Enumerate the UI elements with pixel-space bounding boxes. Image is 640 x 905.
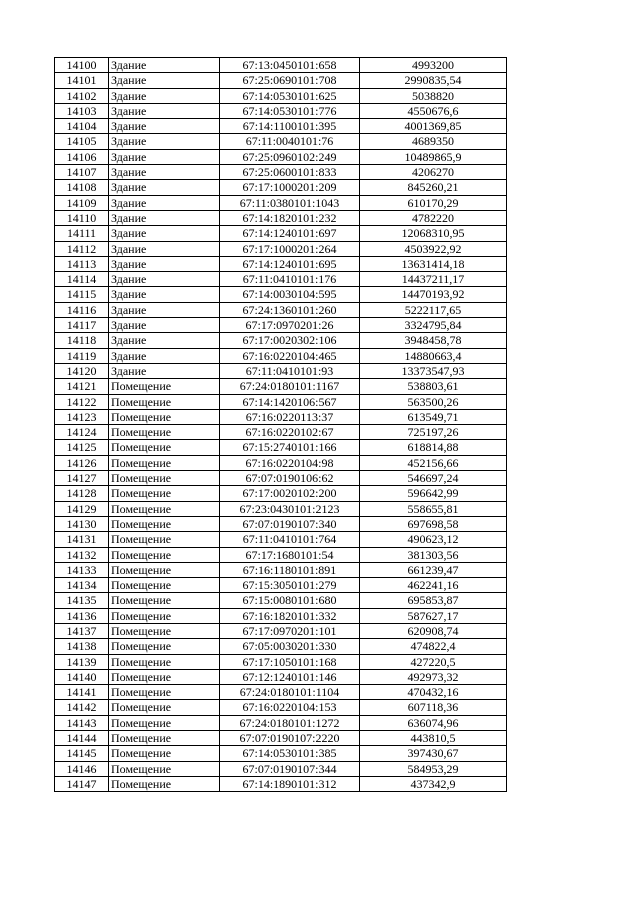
object-type-cell: Помещение [109,425,220,440]
table-row [55,654,507,669]
row-number-cell: 14107 [55,165,109,180]
cadastral-value-cell: 584953,29 [360,761,507,776]
object-type-cell: Здание [109,134,220,149]
row-number-cell: 14147 [55,776,109,791]
row-number-cell: 14131 [55,532,109,547]
cadastral-number-cell: 67:24:1360101:260 [220,302,360,317]
cadastral-value-cell: 620908,74 [360,623,507,638]
table-row [55,623,507,638]
cadastral-value-cell: 695853,87 [360,593,507,608]
table-row [55,58,507,73]
table-row [55,547,507,562]
object-type-cell: Здание [109,119,220,134]
cadastral-number-cell: 67:17:0020102:200 [220,486,360,501]
cadastral-value-cell: 4206270 [360,165,507,180]
table-body [55,58,507,792]
cadastral-value-cell: 397430,67 [360,746,507,761]
row-number-cell: 14113 [55,256,109,271]
cadastral-number-cell: 67:14:1820101:232 [220,210,360,225]
cadastral-number-cell: 67:07:0190107:340 [220,516,360,531]
table-row [55,195,507,210]
row-number-cell: 14103 [55,103,109,118]
table-row [55,210,507,225]
object-type-cell: Помещение [109,532,220,547]
row-number-cell: 14142 [55,700,109,715]
table-row [55,226,507,241]
row-number-cell: 14128 [55,486,109,501]
table-row [55,256,507,271]
cadastral-number-cell: 67:12:1240101:146 [220,669,360,684]
cadastral-number-cell: 67:14:1890101:312 [220,776,360,791]
object-type-cell: Помещение [109,654,220,669]
object-type-cell: Здание [109,88,220,103]
table-row [55,379,507,394]
cadastral-number-cell: 67:24:0180101:1272 [220,715,360,730]
object-type-cell: Помещение [109,669,220,684]
row-number-cell: 14145 [55,746,109,761]
row-number-cell: 14123 [55,409,109,424]
cadastral-number-cell: 67:14:1420106:567 [220,394,360,409]
object-type-cell: Здание [109,318,220,333]
table-row [55,165,507,180]
cadastral-number-cell: 67:17:1680101:54 [220,547,360,562]
table-row [55,119,507,134]
cadastral-value-cell: 3948458,78 [360,333,507,348]
cadastral-number-cell: 67:24:0180101:1167 [220,379,360,394]
object-type-cell: Помещение [109,409,220,424]
cadastral-number-cell: 67:16:0220104:153 [220,700,360,715]
row-number-cell: 14143 [55,715,109,730]
object-type-cell: Помещение [109,608,220,623]
object-type-cell: Помещение [109,516,220,531]
row-number-cell: 14108 [55,180,109,195]
cadastral-number-cell: 67:17:1000201:209 [220,180,360,195]
cadastral-number-cell: 67:16:0220102:67 [220,425,360,440]
cadastral-value-cell: 2990835,54 [360,73,507,88]
object-type-cell: Помещение [109,700,220,715]
cadastral-value-cell: 14880663,4 [360,348,507,363]
cadastral-value-cell: 443810,5 [360,731,507,746]
cadastral-value-cell: 4001369,85 [360,119,507,134]
cadastral-number-cell: 67:16:0220113:37 [220,409,360,424]
cadastral-value-cell: 474822,4 [360,639,507,654]
cadastral-number-cell: 67:15:0080101:680 [220,593,360,608]
object-type-cell: Здание [109,333,220,348]
table-row [55,715,507,730]
table-row [55,272,507,287]
object-type-cell: Здание [109,363,220,378]
row-number-cell: 14114 [55,272,109,287]
cadastral-value-cell: 4550676,6 [360,103,507,118]
cadastral-value-cell: 381303,56 [360,547,507,562]
table-row [55,700,507,715]
row-number-cell: 14132 [55,547,109,562]
row-number-cell: 14110 [55,210,109,225]
cadastral-number-cell: 67:14:0530101:385 [220,746,360,761]
row-number-cell: 14111 [55,226,109,241]
cadastral-number-cell: 67:17:0970201:26 [220,318,360,333]
object-type-cell: Здание [109,73,220,88]
row-number-cell: 14104 [55,119,109,134]
cadastral-value-cell: 596642,99 [360,486,507,501]
cadastral-number-cell: 67:15:3050101:279 [220,578,360,593]
row-number-cell: 14127 [55,471,109,486]
cadastral-value-cell: 697698,58 [360,516,507,531]
table-row [55,516,507,531]
cadastral-number-cell: 67:05:0030201:330 [220,639,360,654]
table-row [55,761,507,776]
table-row [55,562,507,577]
row-number-cell: 14121 [55,379,109,394]
cadastral-number-cell: 67:17:1000201:264 [220,241,360,256]
cadastral-number-cell: 67:14:0530101:625 [220,88,360,103]
cadastral-value-cell: 14470193,92 [360,287,507,302]
cadastral-value-cell: 427220,5 [360,654,507,669]
row-number-cell: 14122 [55,394,109,409]
cadastral-number-cell: 67:24:0180101:1104 [220,685,360,700]
table-row [55,639,507,654]
cadastral-value-cell: 845260,21 [360,180,507,195]
cadastral-value-cell: 538803,61 [360,379,507,394]
object-type-cell: Помещение [109,501,220,516]
object-type-cell: Помещение [109,471,220,486]
row-number-cell: 14136 [55,608,109,623]
table-row [55,776,507,791]
cadastral-value-cell: 470432,16 [360,685,507,700]
table-row [55,593,507,608]
cadastral-value-cell: 587627,17 [360,608,507,623]
table-row [55,409,507,424]
cadastral-value-cell: 607118,36 [360,700,507,715]
table-row [55,578,507,593]
object-type-cell: Помещение [109,685,220,700]
table-row [55,302,507,317]
row-number-cell: 14100 [55,58,109,73]
row-number-cell: 14109 [55,195,109,210]
table-row [55,685,507,700]
object-type-cell: Здание [109,256,220,271]
cadastral-value-cell: 725197,26 [360,425,507,440]
row-number-cell: 14116 [55,302,109,317]
object-type-cell: Помещение [109,578,220,593]
cadastral-value-cell: 4503922,92 [360,241,507,256]
cadastral-number-cell: 67:17:0970201:101 [220,623,360,638]
cadastral-value-cell: 12068310,95 [360,226,507,241]
cadastral-number-cell: 67:14:1240101:697 [220,226,360,241]
cadastral-value-cell: 546697,24 [360,471,507,486]
cadastral-value-cell: 636074,96 [360,715,507,730]
row-number-cell: 14105 [55,134,109,149]
table-row [55,180,507,195]
object-type-cell: Здание [109,272,220,287]
object-type-cell: Помещение [109,639,220,654]
cadastral-number-cell: 67:16:0220104:465 [220,348,360,363]
cadastral-value-cell: 563500,26 [360,394,507,409]
table-row [55,455,507,470]
table-row [55,88,507,103]
row-number-cell: 14124 [55,425,109,440]
table-row [55,501,507,516]
object-type-cell: Здание [109,149,220,164]
object-type-cell: Помещение [109,623,220,638]
cadastral-number-cell: 67:25:0600101:833 [220,165,360,180]
row-number-cell: 14140 [55,669,109,684]
cadastral-value-cell: 14437211,17 [360,272,507,287]
object-type-cell: Здание [109,103,220,118]
cadastral-value-table [54,57,507,792]
table-row [55,532,507,547]
row-number-cell: 14134 [55,578,109,593]
row-number-cell: 14120 [55,363,109,378]
object-type-cell: Здание [109,348,220,363]
table-row [55,149,507,164]
table-row [55,241,507,256]
cadastral-number-cell: 67:16:1820101:332 [220,608,360,623]
cadastral-number-cell: 67:23:0430101:2123 [220,501,360,516]
row-number-cell: 14144 [55,731,109,746]
table-row [55,287,507,302]
object-type-cell: Помещение [109,731,220,746]
table-row [55,134,507,149]
cadastral-value-cell: 5222117,65 [360,302,507,317]
row-number-cell: 14133 [55,562,109,577]
row-number-cell: 14141 [55,685,109,700]
table-row [55,318,507,333]
object-type-cell: Здание [109,287,220,302]
cadastral-number-cell: 67:14:0030104:595 [220,287,360,302]
row-number-cell: 14139 [55,654,109,669]
object-type-cell: Здание [109,302,220,317]
cadastral-value-cell: 452156,66 [360,455,507,470]
table-row [55,333,507,348]
cadastral-value-cell: 610170,29 [360,195,507,210]
cadastral-value-cell: 492973,32 [360,669,507,684]
cadastral-value-cell: 661239,47 [360,562,507,577]
cadastral-number-cell: 67:14:1240101:695 [220,256,360,271]
object-type-cell: Помещение [109,547,220,562]
table-row [55,103,507,118]
cadastral-value-cell: 13373547,93 [360,363,507,378]
cadastral-value-cell: 4782220 [360,210,507,225]
cadastral-number-cell: 67:17:1050101:168 [220,654,360,669]
table-row [55,746,507,761]
object-type-cell: Помещение [109,440,220,455]
cadastral-value-cell: 613549,71 [360,409,507,424]
table-row [55,363,507,378]
cadastral-number-cell: 67:07:0190107:344 [220,761,360,776]
cadastral-value-cell: 3324795,84 [360,318,507,333]
cadastral-number-cell: 67:11:0410101:93 [220,363,360,378]
row-number-cell: 14129 [55,501,109,516]
cadastral-value-cell: 10489865,9 [360,149,507,164]
cadastral-number-cell: 67:14:0530101:776 [220,103,360,118]
cadastral-value-cell: 618814,88 [360,440,507,455]
cadastral-number-cell: 67:11:0040101:76 [220,134,360,149]
row-number-cell: 14115 [55,287,109,302]
cadastral-value-cell: 4993200 [360,58,507,73]
object-type-cell: Здание [109,241,220,256]
row-number-cell: 14102 [55,88,109,103]
object-type-cell: Помещение [109,761,220,776]
row-number-cell: 14146 [55,761,109,776]
row-number-cell: 14112 [55,241,109,256]
object-type-cell: Здание [109,58,220,73]
object-type-cell: Здание [109,180,220,195]
object-type-cell: Помещение [109,455,220,470]
object-type-cell: Помещение [109,746,220,761]
cadastral-number-cell: 67:11:0410101:764 [220,532,360,547]
cadastral-value-cell: 490623,12 [360,532,507,547]
row-number-cell: 14106 [55,149,109,164]
table-row [55,486,507,501]
cadastral-number-cell: 67:11:0380101:1043 [220,195,360,210]
cadastral-value-cell: 437342,9 [360,776,507,791]
object-type-cell: Помещение [109,379,220,394]
table-row [55,608,507,623]
object-type-cell: Помещение [109,562,220,577]
row-number-cell: 14126 [55,455,109,470]
table-row [55,471,507,486]
cadastral-number-cell: 67:15:2740101:166 [220,440,360,455]
cadastral-value-cell: 5038820 [360,88,507,103]
cadastral-number-cell: 67:14:1100101:395 [220,119,360,134]
row-number-cell: 14138 [55,639,109,654]
object-type-cell: Помещение [109,776,220,791]
table-row [55,73,507,88]
cadastral-number-cell: 67:16:1180101:891 [220,562,360,577]
object-type-cell: Помещение [109,394,220,409]
table-row [55,669,507,684]
row-number-cell: 14118 [55,333,109,348]
object-type-cell: Помещение [109,486,220,501]
row-number-cell: 14137 [55,623,109,638]
object-type-cell: Здание [109,165,220,180]
cadastral-number-cell: 67:07:0190106:62 [220,471,360,486]
cadastral-number-cell: 67:13:0450101:658 [220,58,360,73]
object-type-cell: Здание [109,226,220,241]
cadastral-value-cell: 462241,16 [360,578,507,593]
object-type-cell: Здание [109,210,220,225]
table-row [55,731,507,746]
row-number-cell: 14135 [55,593,109,608]
row-number-cell: 14125 [55,440,109,455]
table-row [55,425,507,440]
row-number-cell: 14119 [55,348,109,363]
cadastral-number-cell: 67:11:0410101:176 [220,272,360,287]
row-number-cell: 14117 [55,318,109,333]
row-number-cell: 14101 [55,73,109,88]
cadastral-value-cell: 13631414,18 [360,256,507,271]
table-row [55,348,507,363]
table-row [55,394,507,409]
cadastral-value-cell: 558655,81 [360,501,507,516]
cadastral-value-cell: 4689350 [360,134,507,149]
cadastral-number-cell: 67:25:0960102:249 [220,149,360,164]
row-number-cell: 14130 [55,516,109,531]
cadastral-number-cell: 67:07:0190107:2220 [220,731,360,746]
object-type-cell: Помещение [109,715,220,730]
cadastral-number-cell: 67:25:0690101:708 [220,73,360,88]
object-type-cell: Помещение [109,593,220,608]
cadastral-number-cell: 67:16:0220104:98 [220,455,360,470]
cadastral-number-cell: 67:17:0020302:106 [220,333,360,348]
table-row [55,440,507,455]
object-type-cell: Здание [109,195,220,210]
